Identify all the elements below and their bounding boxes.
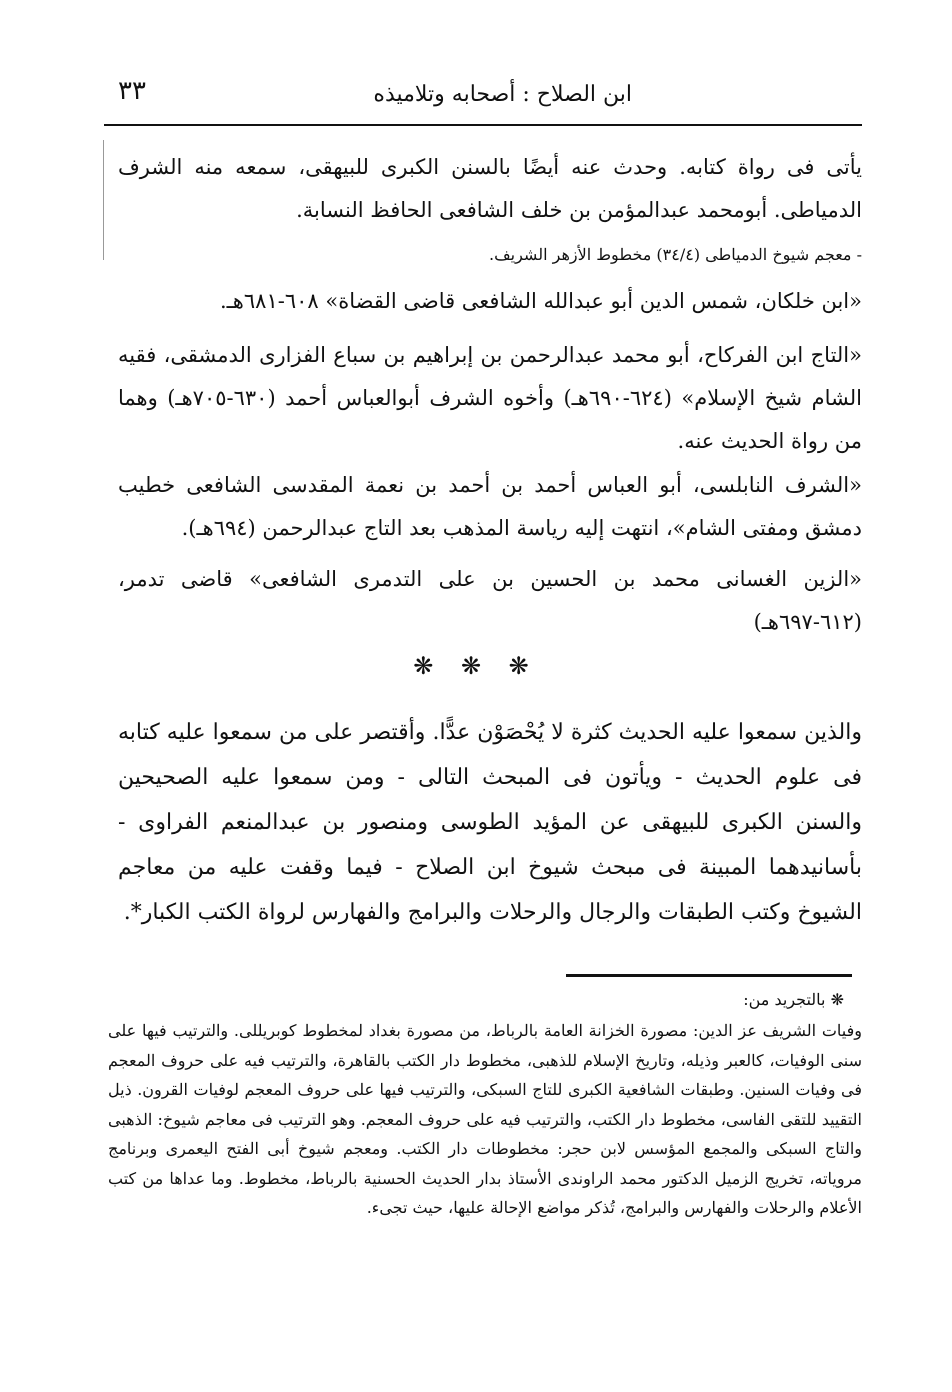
footnote-text: وفيات الشريف عز الدين: مصورة الخزانة العامة بالرباط، من مصورة بغداد لمخطوط كوبريللى. والترتيب فيها على سنى الوفيات، كالعبر وذيله، وتاريخ الإسلام للذهبى، مخطوط دار الكتب بالقاهرة، والترتيب فيه على حروف المعجم فى وفيات السنين. وطبقات الشافعية الكبرى للتاج السبكى، والترتيب فيها على حروف المعجم لوفيات القرون. ذيل التقييد للتقى الفاسى، مخطوط دار الكتب، والترتيب فيه على حروف المعجم. وهو الترتيب فى معاجم شيوخ: الذهبى والتاج السبكى والمجمع المؤسس لابن حجر: مخطوطات دار الكتب. ومعجم شيوخ أبى الفتح اليعمرى وبرنامج مروياته، تخريج الزميل الدكتور محمد الراوندى الأستاذ بدار الحديث الحسنية بالرباط، مخطوط. وما عداها من كتب الأعلام والرحلات والفهارس والبرامج، تُذكر مواضع الإحالة عليها، حيث تجىء.: [108, 1021, 862, 1217]
source-note: - معجم شيوخ الدمياطى (٣٤/٤) مخطوط الأزهر الشريف.: [489, 245, 862, 264]
header-rule: [104, 124, 862, 126]
entry-ibn-khallikan: «ابن خلكان، شمس الدين أبو عبدالله الشافعى قاضى القضاة» ٦٠٨-٦٨١هـ.: [219, 289, 862, 313]
running-title: ابن الصلاح : أصحابه وتلاميذه: [373, 82, 632, 107]
body-paragraph: والذين سمعوا عليه الحديث كثرة لا يُحْصَوْن عدًّا. وأقتصر على من سمعوا عليه كتابه فى علوم الحديث - ويأتون فى المبحث التالى - ومن سمعوا عليه الصحيحين والسنن الكبرى للبيهقى عن المؤيد الطوسى ومنصور بن عبدالمنعم الفراوى - بأسانيدهما المبينة فى مبحث شيوخ ابن الصلاح - فيما وقفت عليه من معاجم الشيوخ وكتب الطبقات والرجال والرحلات والبرامج والفهارس لرواة الكتب الكبار*.: [118, 720, 862, 925]
entry-taj-ibn-alfirkah: «التاج ابن الفركاح، أبو محمد عبدالرحمن بن إبراهيم بن سباع الفزارى الدمشقى، فقيه الشام شيخ الإسلام» (٦٢٤-٦٩٠هـ) وأخوه الشرف أبوالعباس أحمد (٦٣٠-٧٠٥هـ) وهما من رواة الحديث عنه.: [118, 343, 862, 453]
section-separator: ❋ ❋ ❋: [413, 652, 539, 680]
footnote-heading: ❋ بالتجريد من:: [743, 990, 844, 1009]
margin-line: [103, 140, 104, 260]
entry-continuation: يأتى فى رواة كتابه. وحدث عنه أيضًا بالسنن الكبرى للبيهقى، سمعه منه الشرف الدمياطى. أبومحمد عبدالمؤمن بن خلف الشافعى الحافظ النسابة.: [118, 155, 862, 222]
footnote-rule: [566, 974, 852, 977]
entry-sharaf-nabulsi: «الشرف النابلسى، أبو العباس أحمد بن أحمد بن نعمة المقدسى الشافعى خطيب دمشق ومفتى الشام»، انتهت إليه رياسة المذهب بعد التاج عبدالرحمن (٦٩٤هـ).: [118, 473, 862, 540]
entry-zayn-ghassani: «الزين الغسانى محمد بن الحسين بن على التدمرى الشافعى» قاضى تدمر، (٦١٢-٦٩٧هـ): [118, 567, 862, 634]
page-number: ٣٣: [118, 76, 146, 106]
